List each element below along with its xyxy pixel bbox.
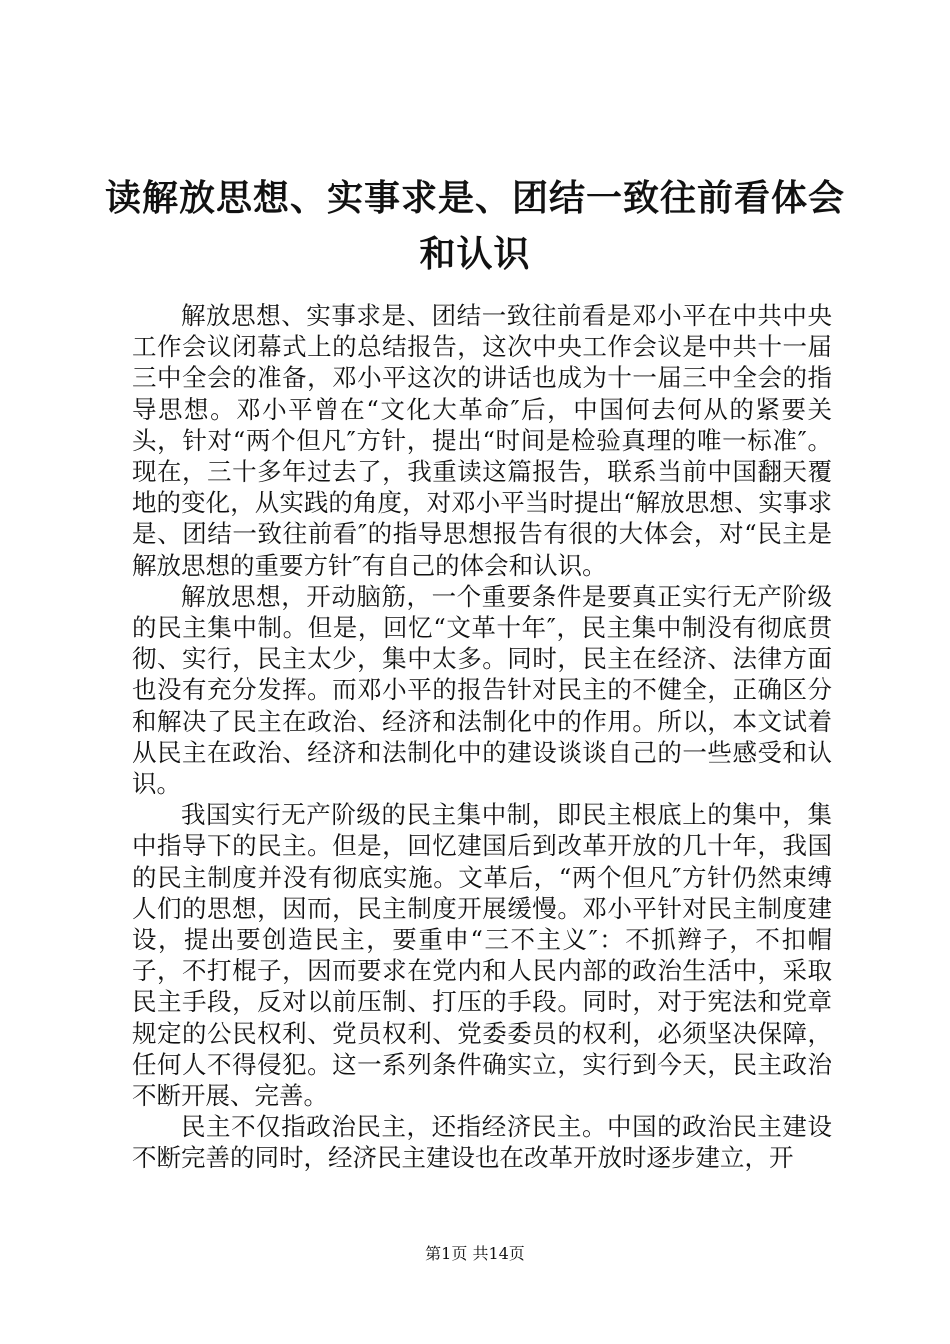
paragraph: 我国实行无产阶级的民主集中制，即民主根底上的集中，集中指导下的民主。但是，回忆建国后到改革开放的几十年，我国的民主制度并没有彻底实施。文革后，“两个但凡″方针仍然束缚人们的思想，因而，民主制度开展缓慢。邓小平针对民主制度建设，提出要创造民主，要重申“三不主义″：不抓辫子，不扣帽子，不打棍子，因而要求在党内和人民内部的政治生活中，采取民主手段，反对以前压制、打压的手段。同时，对于宪法和党章规定的公民权利、党员权利、党委委员的权利，必须坚决保障，任何人不得侵犯。这一系列条件确实立，实行到今天，民主政治不断开展、完善。: [132, 800, 832, 1111]
paragraph: 解放思想、实事求是、团结一致往前看是邓小平在中共中央工作会议闭幕式上的总结报告，这次中央工作会议是中共十一届三中全会的准备，邓小平这次的讲话也成为十一届三中全会的指导思想。邓小平曾在“文化大革命″后，中国何去何从的紧要关头，针对“两个但凡″方针，提出“时间是检验真理的唯一标准″。现在，三十多年过去了，我重读这篇报告，联系当前中国翻天覆地的变化，从实践的角度，对邓小平当时提出“解放思想、实事求是、团结一致往前看″的指导思想报告有很的大体会，对“民主是解放思想的重要方针″有自己的体会和认识。: [132, 301, 832, 580]
paragraph: 民主不仅指政治民主，还指经济民主。中国的政治民主建设不断完善的同时，经济民主建设也在改革开放时逐步建立，开: [132, 1112, 832, 1173]
document-title-line-2: 和认识: [419, 233, 531, 275]
document-body: [132, 300, 832, 1174]
document-title-line-1: 读解放思想、实事求是、团结一致往前看体会: [104, 177, 845, 219]
paragraph: 解放思想，开动脑筋，一个重要条件是要真正实行无产阶级的民主集中制。但是，回忆“文革十年″，民主集中制没有彻底贯彻、实行，民主太少，集中太多。同时，民主在经济、法律方面也没有充分发挥。而邓小平的报告针对民主的不健全，正确区分和解决了民主在政治、经济和法制化中的作用。所以，本文试着从民主在政治、经济和法制化中的建设谈谈自己的一些感受和认识。: [132, 581, 832, 799]
page-footer: 第1页 共14页: [425, 1244, 525, 1263]
